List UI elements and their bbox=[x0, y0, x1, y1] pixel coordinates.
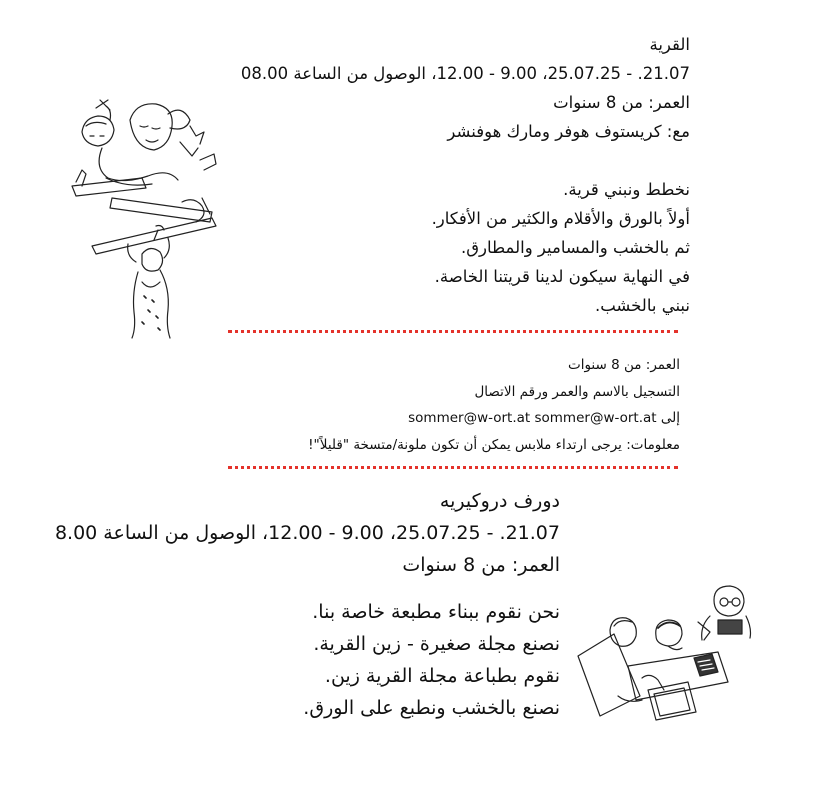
print-desc-line: نصنع مجلة صغيرة - زين القرية. bbox=[313, 633, 560, 655]
workshop-desc-line: ثم بالخشب والمسامير والمطارق. bbox=[460, 238, 690, 257]
print-desc-line: نصنع بالخشب ونطبع على الورق. bbox=[303, 697, 560, 719]
village-workshop-info bbox=[170, 30, 690, 320]
info-registration: التسجيل بالاسم والعمر ورقم الاتصال bbox=[474, 383, 680, 400]
children-printing-illustration bbox=[578, 586, 756, 726]
dotted-divider bbox=[228, 466, 678, 469]
registration-info bbox=[160, 352, 680, 458]
workshop-desc-line: أولاً بالورق والأقلام والكثير من الأفكار. bbox=[431, 209, 690, 228]
workshop-desc-line: نبني بالخشب. bbox=[594, 296, 690, 315]
workshop-desc-line: في النهاية سيكون لدينا قريتنا الخاصة. bbox=[434, 267, 690, 286]
print-workshop-age: العمر: من 8 سنوات bbox=[402, 554, 560, 576]
print-workshop-info bbox=[0, 485, 560, 581]
print-workshop-title: دورف دروكيريه bbox=[439, 490, 560, 512]
print-desc-line: نقوم بطباعة مجلة القرية زين. bbox=[324, 665, 560, 687]
info-age: العمر: من 8 سنوات bbox=[568, 357, 680, 373]
workshop-title: القرية bbox=[649, 35, 690, 54]
workshop-instructors: مع: كريستوف هوفر ومارك هوفنشر bbox=[447, 122, 690, 141]
dotted-divider bbox=[228, 330, 678, 333]
print-desc-line: نحن نقوم ببناء مطبعة خاصة بنا. bbox=[312, 601, 560, 623]
print-workshop-dates: 21.07. - 25.07.25، 9.00 - 12.00، الوصول من الساعة 8.00 bbox=[54, 522, 560, 544]
workshop-dates: 21.07. - 25.07.25، 9.00 - 12.00، الوصول من الساعة 08.00 bbox=[240, 64, 690, 83]
print-workshop-description bbox=[160, 596, 560, 724]
info-email[interactable]: إلى sommer@w-ort.at sommer@w-ort.at bbox=[408, 410, 680, 426]
workshop-desc-line: نخطط ونبني قرية. bbox=[563, 180, 690, 199]
workshop-age: العمر: من 8 سنوات bbox=[553, 93, 690, 112]
info-note: معلومات: يرجى ارتداء ملابس يمكن أن تكون ملونة/متسخة "قليلاً"! bbox=[308, 436, 680, 453]
